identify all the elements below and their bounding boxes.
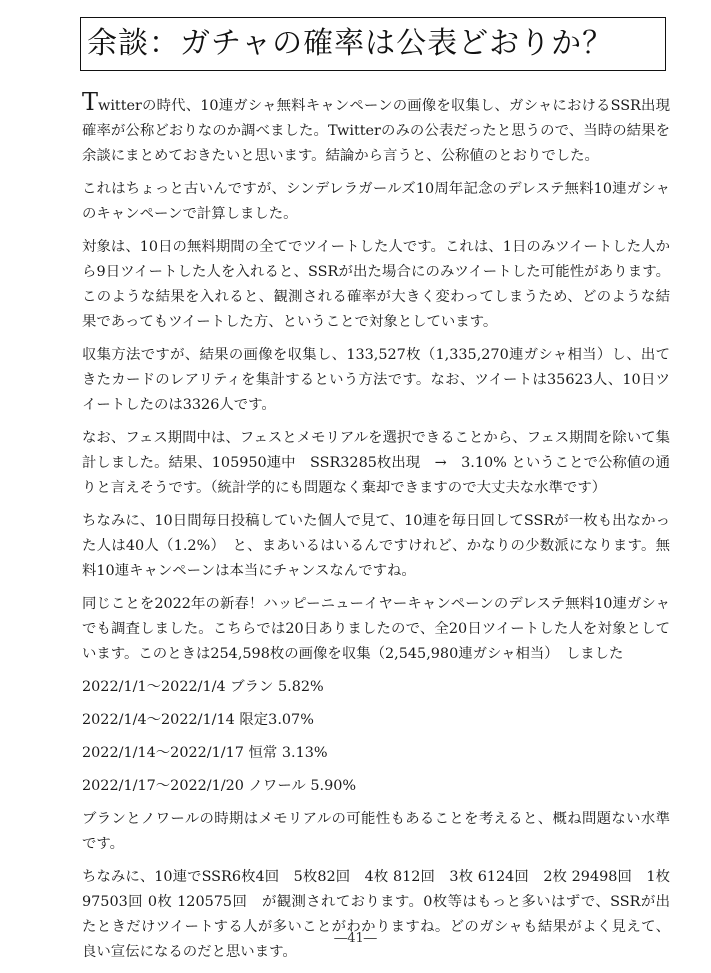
closing-paragraph: ちなみに、10連でSSR6枚4回 5枚82回 4枚 812回 3枚 6124回 2枚 29498回 1枚 97503回 0枚 120575回 が観測されております。0枚等はもっと多いはずで、SSRが出たときだけツイートする人が多いことがわかりますね。どのガシャも結果がよく見えて、良い宣伝になるのだと思います。 [82,869,670,960]
paragraph: 対象は、10日の無料期間の全てでツイートした人です。これは、1日のみツイートした人から9日ツイートした人を入れると、SSRが出た場合にのみツイートした可能性があります。このような結果を入れると、観測される確率が大きく変わってしまうため、どのような結果であってもツイートした方、ということで対象としています。 [82,239,670,330]
page-title: 余談：ガチャの確率は公表どおりか？ [87,26,614,61]
stat-line: 2022/1/4～2022/1/14 限定3.07% [82,712,314,728]
article-body [82,88,685,973]
title-box [80,17,666,71]
stat-line: 2022/1/1～2022/1/4 ブラン 5.82% [82,679,324,695]
intro-paragraph [82,88,670,169]
page-number: ―41― [334,931,377,946]
paragraph: なお、フェス期間中は、フェスとメモリアルを選択できることから、フェス期間を除いて集計しました。結果、105950連中 SSR3285枚出現 → 3.10% ということで公称値の通りと言えそうです。（統計学的にも問題なく棄却できますので大丈夫な水準です） [82,430,670,496]
drop-letter: T [82,88,99,116]
paragraph: これはちょっと古いんですが、シンデレラガールズ10周年記念のデレステ無料10連ガシャのキャンペーンで計算しました。 [82,181,670,222]
paragraph: ちなみに、10日間毎日投稿していた個人で見て、10連を毎日回してSSRが一枚も出なかった人は40人（1.2%） と、まあいるはいるんですけれど、かなりの少数派になります。無料10連キャンペーンは本当にチャンスなんですね。 [82,513,670,579]
paragraph: 収集方法ですが、結果の画像を収集し、133,527枚（1,335,270連ガシャ相当）し、出てきたカードのレアリティを集計するという方法です。なお、ツイートは35623人、10日ツイートしたのは3326人です。 [82,347,670,413]
stat-line: 2022/1/14～2022/1/17 恒常 3.13% [82,745,328,761]
stat-line: 2022/1/17～2022/1/20 ノワール 5.90% [82,778,357,794]
paragraph: 同じことを2022年の新春！ハッピーニューイヤーキャンペーンのデレステ無料10連ガシャ でも調査しました。こちらでは20日ありましたので、全20日ツイートした人を対象としています。このときは254,598枚の画像を収集（2,545,980連ガシャ相当） しました [82,596,685,662]
intro-text: witterの時代、10連ガシャ無料キャンペーンの画像を収集し、ガシャにおけるSSR出現確率が公称どおりなのか調べました。Twitterのみの公表だったと思うので、当時の結果を余談にまとめておきたいと思います。結論から言うと、公称値のとおりでした。 [82,98,670,164]
closing-paragraph: ブランとノワールの時期はメモリアルの可能性もあることを考えると、概ね問題ない水準です。 [82,811,670,852]
